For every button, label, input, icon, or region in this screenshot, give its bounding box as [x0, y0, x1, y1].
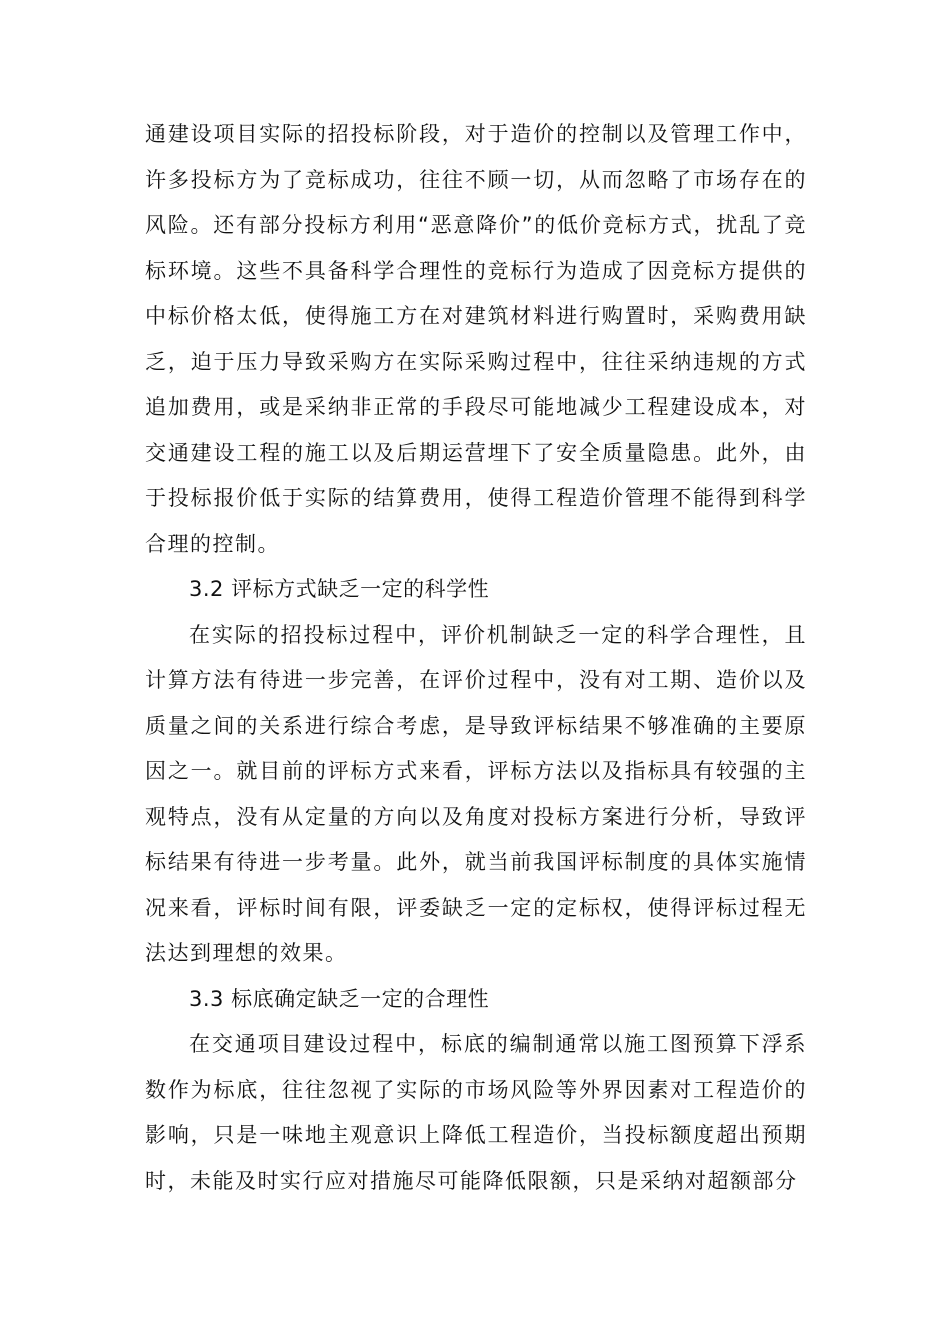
body-paragraph-3: 在交通项目建设过程中，标底的编制通常以施工图预算下浮系数作为标底，往往忽视了实际的市场风险等外界因素对工程造价的影响，只是一味地主观意识上降低工程造价，当投标额度超出预期时，未能及时实行应对措施尽可能降低限额，只是采纳对超额部分	[145, 1032, 807, 1193]
body-paragraph-1: 通建设项目实际的招投标阶段，对于造价的控制以及管理工作中，许多投标方为了竞标成功，往往不顾一切，从而忽略了市场存在的风险。还有部分投标方利用“恶意降价”的低价竞标方式，扰乱了竞标环境。这些不具备科学合理性的竞标行为造成了因竞标方提供的中标价格太低，使得施工方在对建筑材料进行购置时，采购费用缺乏，迫于压力导致采购方在实际采购过程中，往往采纳违规的方式追加费用，或是采纳非正常的手段尽可能地减少工程建设成本，对交通建设工程的施工以及后期运营埋下了安全质量隐患。此外，由于投标报价低于实际的结算费用，使得工程造价管理不能得到科学合理的控制。	[145, 122, 807, 556]
section-heading-3-3: 3.3 标底确定缺乏一定的合理性	[189, 986, 490, 1011]
section-heading-3-2: 3.2 评标方式缺乏一定的科学性	[189, 577, 490, 601]
body-paragraph-2: 在实际的招投标过程中，评价机制缺乏一定的科学合理性，且计算方法有待进一步完善，在评价过程中，没有对工期、造价以及质量之间的关系进行综合考虑，是导致评标结果不够准确的主要原因之一。就目前的评标方式来看，评标方法以及指标具有较强的主观特点，没有从定量的方向以及角度对投标方案进行分析，导致评标结果有待进一步考量。此外，就当前我国评标制度的具体实施情况来看，评标时间有限，评委缺乏一定的定标权，使得评标过程无法达到理想的效果。	[145, 622, 807, 965]
document-body	[145, 112, 807, 1204]
